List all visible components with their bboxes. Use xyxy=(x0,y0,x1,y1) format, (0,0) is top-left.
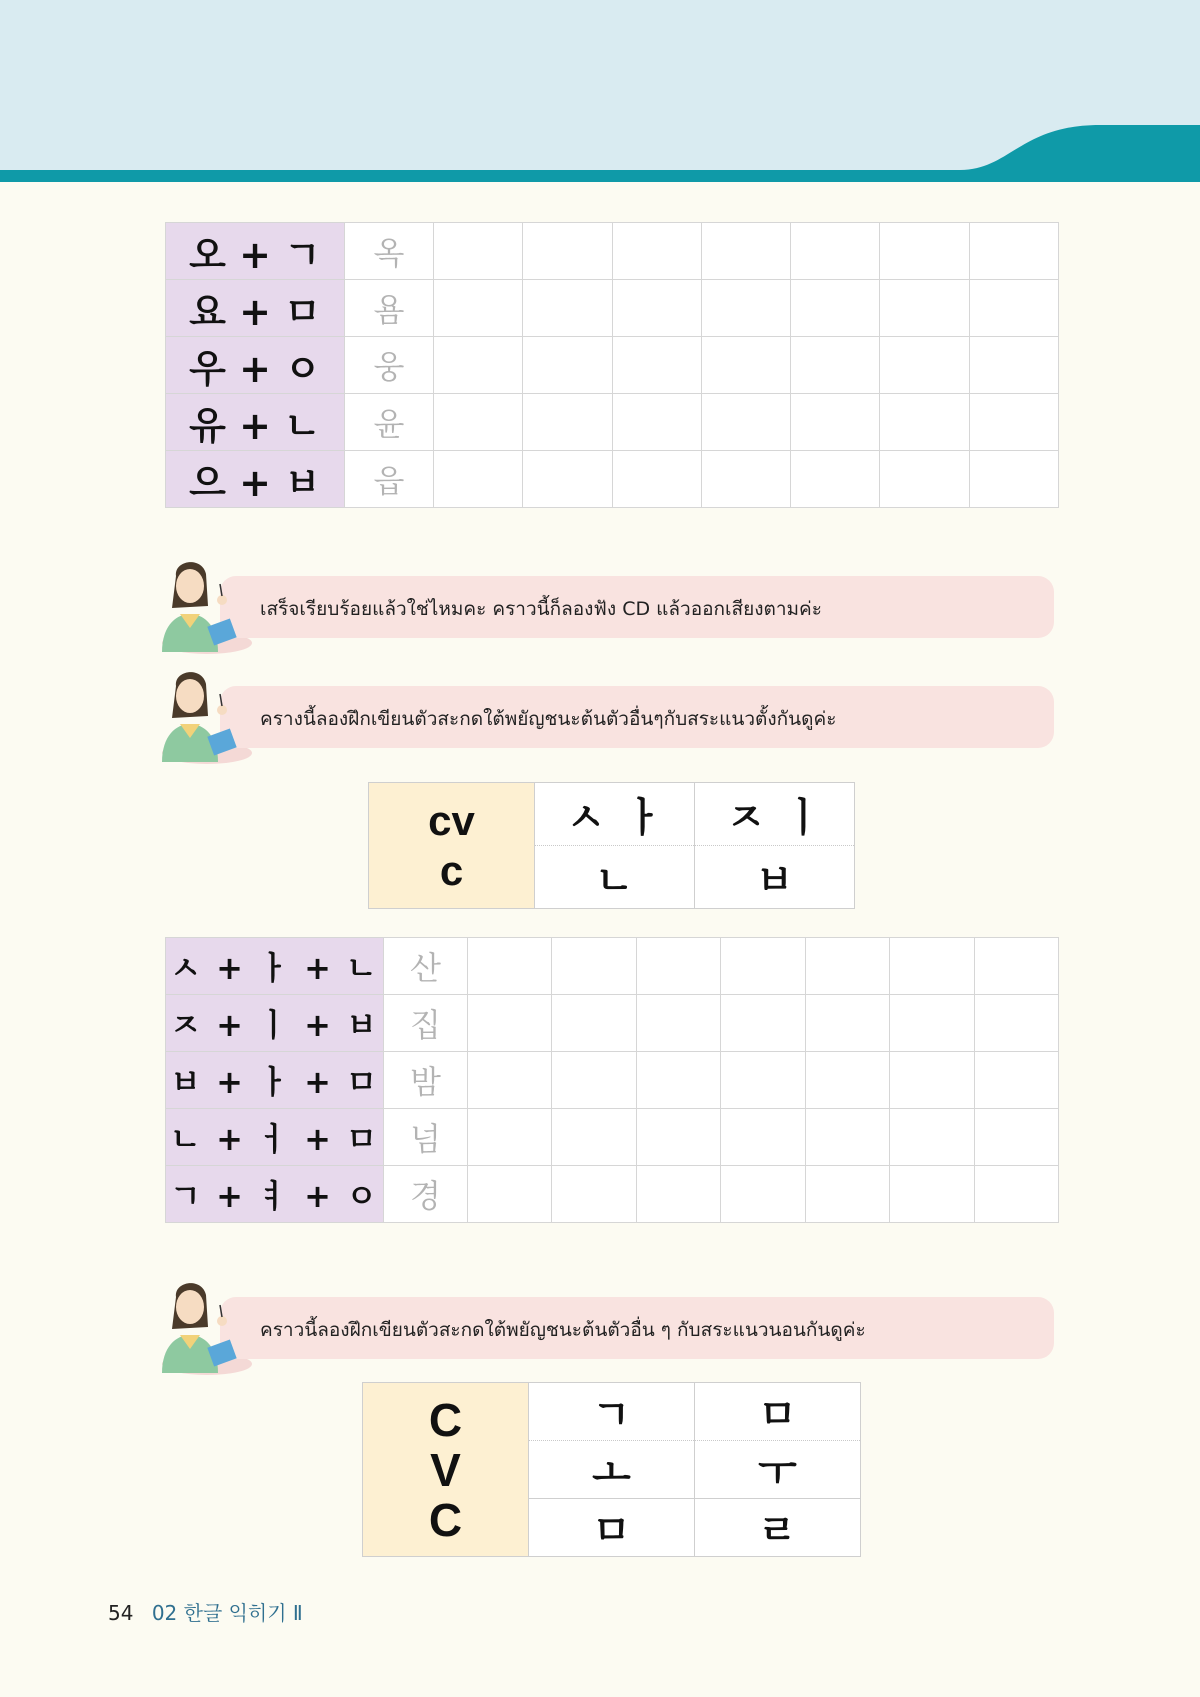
sample-syllable: 윤 xyxy=(345,394,434,451)
writing-cell[interactable] xyxy=(805,1109,889,1166)
final-consonant-cell xyxy=(695,846,855,909)
sample-syllable: 밤 xyxy=(384,1052,468,1109)
writing-cell[interactable] xyxy=(721,1166,805,1223)
writing-cell[interactable] xyxy=(969,280,1058,337)
writing-cell[interactable] xyxy=(890,1166,974,1223)
writing-cell[interactable] xyxy=(974,938,1058,995)
sample-syllable: 넘 xyxy=(384,1109,468,1166)
structure-label xyxy=(363,1383,529,1557)
vowel-cell xyxy=(695,1441,861,1499)
writing-cell[interactable] xyxy=(636,1109,720,1166)
structure-label-top: cv xyxy=(428,796,475,844)
vowel: ㅜ xyxy=(758,1450,797,1496)
vowel: ㅣ xyxy=(784,794,823,841)
formula-cell: 우 + ㅇ xyxy=(166,337,345,394)
writing-cell[interactable] xyxy=(969,337,1058,394)
vowel: ㅏ xyxy=(624,794,663,841)
table-row xyxy=(166,280,1059,337)
sample-syllable: 읍 xyxy=(345,451,434,508)
table-row xyxy=(166,394,1059,451)
sample-syllable: 산 xyxy=(384,938,468,995)
writing-cell[interactable] xyxy=(636,1052,720,1109)
writing-cell[interactable] xyxy=(880,451,969,508)
final-consonant: ㅁ xyxy=(592,1508,631,1554)
structure-label-v: V xyxy=(430,1443,461,1496)
vowel-cell xyxy=(529,1441,695,1499)
chapter-title: 02 한글 익히기 Ⅱ xyxy=(151,1601,303,1625)
final-consonant-cell xyxy=(695,1499,861,1557)
speech-text: คราวนี้ลองฝึกเขียนตัวสะกดใต้พยัญชนะต้นตัวอื่น ๆ กับสระแนวนอนกันดูค่ะ xyxy=(260,1319,866,1341)
writing-cell[interactable] xyxy=(468,995,552,1052)
final-consonant: ㄴ xyxy=(595,857,634,904)
writing-cell[interactable] xyxy=(805,1052,889,1109)
writing-cell[interactable] xyxy=(880,280,969,337)
writing-cell[interactable] xyxy=(974,1109,1058,1166)
final-consonant: ㅂ xyxy=(755,857,794,904)
writing-cell[interactable] xyxy=(468,1052,552,1109)
formula-cell: 오 + ㄱ xyxy=(166,223,345,280)
page-footer xyxy=(108,1597,303,1626)
writing-cell[interactable] xyxy=(969,223,1058,280)
table-row xyxy=(166,1109,1059,1166)
writing-cell[interactable] xyxy=(523,223,612,280)
syllable-structure-diagram-horizontal xyxy=(362,1382,861,1557)
writing-cell[interactable] xyxy=(434,223,523,280)
sample-syllable: 욤 xyxy=(345,280,434,337)
writing-cell[interactable] xyxy=(791,280,880,337)
writing-cell[interactable] xyxy=(612,394,701,451)
writing-cell[interactable] xyxy=(880,337,969,394)
teacher-avatar-icon xyxy=(158,556,242,656)
table-row xyxy=(166,1166,1059,1223)
writing-cell[interactable] xyxy=(434,337,523,394)
formula-cell: ㄱ + ㅕ + ㅇ xyxy=(166,1166,384,1223)
writing-cell[interactable] xyxy=(636,1166,720,1223)
writing-cell[interactable] xyxy=(721,995,805,1052)
writing-cell[interactable] xyxy=(468,1109,552,1166)
writing-cell[interactable] xyxy=(721,938,805,995)
writing-cell[interactable] xyxy=(890,1052,974,1109)
writing-cell[interactable] xyxy=(791,394,880,451)
writing-cell[interactable] xyxy=(523,337,612,394)
initial-vowel-cell xyxy=(695,783,855,846)
writing-cell[interactable] xyxy=(805,1166,889,1223)
writing-cell[interactable] xyxy=(974,995,1058,1052)
speech-text: เสร็จเรียบร้อยแล้วใช่ไหมคะ คราวนี้ก็ลองฟัง CD แล้วออกเสียงตามค่ะ xyxy=(260,598,822,620)
table-row xyxy=(166,1052,1059,1109)
writing-cell[interactable] xyxy=(434,394,523,451)
initial-vowel-cell xyxy=(535,783,695,846)
writing-cell[interactable] xyxy=(805,995,889,1052)
table-row xyxy=(166,337,1059,394)
structure-label-c1: C xyxy=(428,1393,463,1446)
writing-cell[interactable] xyxy=(974,1166,1058,1223)
teacher-speech-bubble xyxy=(158,1283,1058,1361)
initial-consonant: ㅅ xyxy=(566,794,605,841)
structure-label-bottom: c xyxy=(439,846,464,894)
teacher-avatar-icon xyxy=(158,1277,242,1377)
writing-cell[interactable] xyxy=(552,1052,636,1109)
formula-cell: ㅈ + ㅣ + ㅂ xyxy=(166,995,384,1052)
writing-cell[interactable] xyxy=(468,938,552,995)
writing-cell[interactable] xyxy=(523,451,612,508)
formula-cell: 유 + ㄴ xyxy=(166,394,345,451)
teacher-speech-bubble xyxy=(158,672,1058,750)
writing-cell[interactable] xyxy=(552,938,636,995)
writing-cell[interactable] xyxy=(434,280,523,337)
writing-cell[interactable] xyxy=(552,1109,636,1166)
writing-cell[interactable] xyxy=(880,394,969,451)
writing-cell[interactable] xyxy=(701,223,790,280)
writing-cell[interactable] xyxy=(468,1166,552,1223)
formula-cell: ㅅ + ㅏ + ㄴ xyxy=(166,938,384,995)
writing-cell[interactable] xyxy=(701,337,790,394)
writing-cell[interactable] xyxy=(791,337,880,394)
initial-consonant: ㅁ xyxy=(758,1392,797,1438)
writing-cell[interactable] xyxy=(701,451,790,508)
writing-cell[interactable] xyxy=(552,995,636,1052)
teacher-speech-bubble xyxy=(158,562,1058,640)
writing-cell[interactable] xyxy=(721,1109,805,1166)
table-row xyxy=(166,938,1059,995)
writing-cell[interactable] xyxy=(791,451,880,508)
final-consonant-cell xyxy=(529,1499,695,1557)
vowel: ㅗ xyxy=(592,1450,631,1496)
speech-text: ครางนี้ลองฝึกเขียนตัวสะกดใต้พยัญชนะต้นตัวอื่นๆกับสระแนวตั้งกันดูค่ะ xyxy=(260,708,837,730)
writing-cell[interactable] xyxy=(890,1109,974,1166)
writing-cell[interactable] xyxy=(791,223,880,280)
sample-syllable: 경 xyxy=(384,1166,468,1223)
writing-cell[interactable] xyxy=(612,223,701,280)
writing-cell[interactable] xyxy=(612,280,701,337)
page-header-banner xyxy=(0,0,1200,185)
initial-consonant: ㄱ xyxy=(592,1392,631,1438)
writing-cell[interactable] xyxy=(969,451,1058,508)
writing-cell[interactable] xyxy=(974,1052,1058,1109)
final-consonant: ㄹ xyxy=(758,1508,797,1554)
initial-consonant-cell xyxy=(695,1383,861,1441)
practice-table-vertical-vowel xyxy=(165,937,1059,1223)
writing-cell[interactable] xyxy=(523,280,612,337)
writing-cell[interactable] xyxy=(552,1166,636,1223)
writing-cell[interactable] xyxy=(890,938,974,995)
sample-syllable: 집 xyxy=(384,995,468,1052)
writing-cell[interactable] xyxy=(434,451,523,508)
structure-label-c2: C xyxy=(428,1493,463,1546)
teacher-avatar-icon xyxy=(158,666,242,766)
initial-consonant-cell xyxy=(529,1383,695,1441)
writing-cell[interactable] xyxy=(636,938,720,995)
writing-cell[interactable] xyxy=(636,995,720,1052)
writing-cell[interactable] xyxy=(805,938,889,995)
writing-cell[interactable] xyxy=(969,394,1058,451)
formula-cell: ㅂ + ㅏ + ㅁ xyxy=(166,1052,384,1109)
formula-cell: ㄴ + ㅓ + ㅁ xyxy=(166,1109,384,1166)
formula-cell: 요 + ㅁ xyxy=(166,280,345,337)
page-number: 54 xyxy=(108,1601,134,1625)
table-row xyxy=(166,451,1059,508)
sample-syllable: 옥 xyxy=(345,223,434,280)
table-row xyxy=(166,995,1059,1052)
writing-cell[interactable] xyxy=(890,995,974,1052)
writing-cell[interactable] xyxy=(612,451,701,508)
structure-label xyxy=(369,783,535,909)
writing-cell[interactable] xyxy=(523,394,612,451)
syllable-structure-diagram-vertical xyxy=(368,782,855,909)
practice-table-vowel-final xyxy=(165,222,1059,508)
sample-syllable: 웅 xyxy=(345,337,434,394)
formula-cell: 으 + ㅂ xyxy=(166,451,345,508)
writing-cell[interactable] xyxy=(612,337,701,394)
table-row xyxy=(166,223,1059,280)
writing-cell[interactable] xyxy=(701,394,790,451)
writing-cell[interactable] xyxy=(701,280,790,337)
writing-cell[interactable] xyxy=(721,1052,805,1109)
writing-cell[interactable] xyxy=(880,223,969,280)
final-consonant-cell xyxy=(535,846,695,909)
initial-consonant: ㅈ xyxy=(726,794,765,841)
